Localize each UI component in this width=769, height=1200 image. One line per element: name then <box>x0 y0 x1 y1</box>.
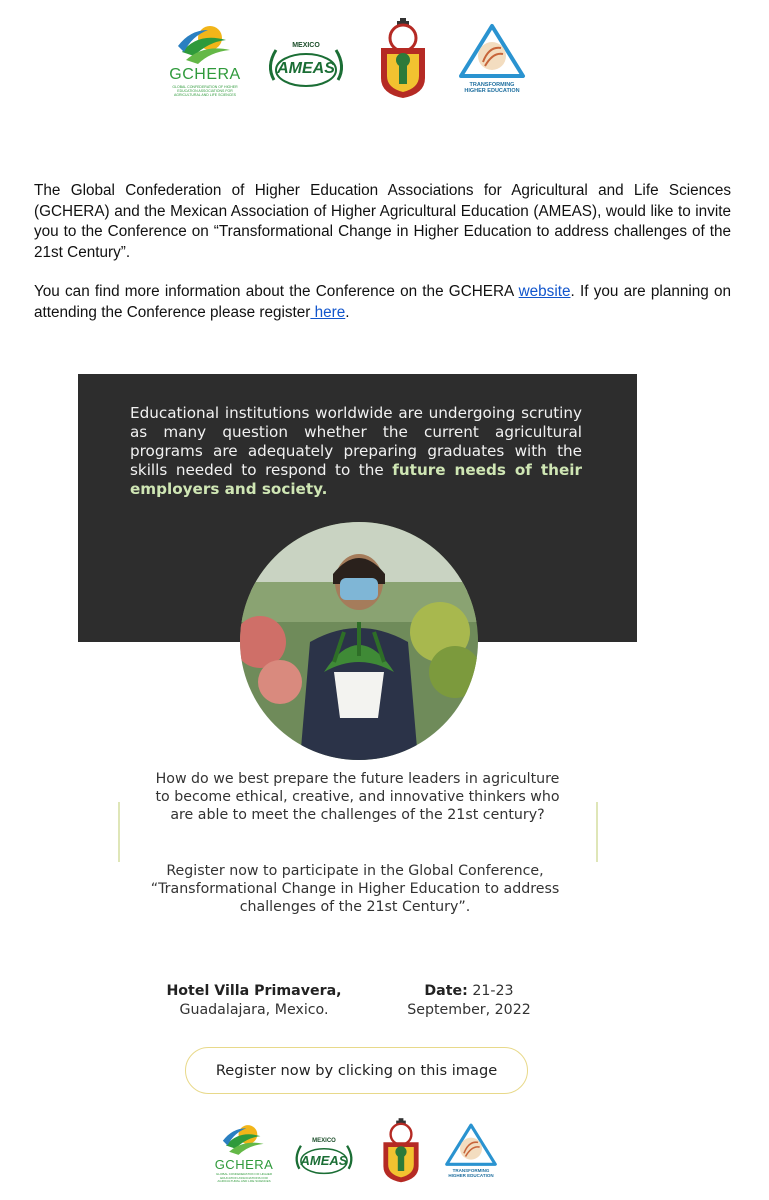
ameas-country: MEXICO <box>292 42 320 49</box>
date-label: Date: <box>424 983 468 999</box>
flyer-band-highlight: future needs of their employers and society. <box>130 461 582 498</box>
flyer-band-text: Educational institutions worldwide are undergoing scrutiny as many question whether the current agricultural programs are adequately preparing graduates with the skills needed to respond to the future needs of their employers and society. <box>130 404 582 498</box>
gchera-logo <box>168 22 242 102</box>
ameas-country: MEXICO <box>312 1138 336 1144</box>
bottom-logo-row <box>0 1118 769 1190</box>
intro-paragraph: The Global Confederation of Higher Education Associations for Agricultural and Life Sciences (GCHERA) and the Mexican Association of Higher Agricultural Education (AMEAS), would like to invite you to the Conference on “Transformational Change in Higher Education to address challenges of the 21st Century”. <box>34 182 731 261</box>
the-caption: TRANSFORMING HIGHER EDUCATION <box>464 82 520 95</box>
ameas-logo <box>264 40 348 92</box>
the-caption: TRANSFORMING HIGHER EDUCATION <box>448 1168 494 1178</box>
date-value: 21-23 <box>467 983 514 999</box>
udg-logo-bottom <box>377 1118 425 1184</box>
person-holding-plant-image <box>240 522 478 760</box>
gchera-logo-bottom <box>214 1122 274 1186</box>
ameas-wordmark: AMEAS <box>300 1153 348 1168</box>
left-accent-bar <box>118 802 120 862</box>
udg-shield-icon <box>377 1118 425 1184</box>
gchera-wordmark: GCHERA <box>214 1157 274 1172</box>
the-triangle-icon <box>442 1122 500 1169</box>
gchera-emblem-icon <box>168 22 242 68</box>
website-link[interactable]: website <box>518 283 571 300</box>
udg-shield-icon <box>373 18 433 100</box>
udg-logo <box>373 18 433 100</box>
gchera-subtitle: GLOBAL CONFEDERATION OF HIGHER EDUCATION ASSOCIATIONS FOR AGRICULTURAL AND LIFE SCIENCES <box>172 85 238 98</box>
conference-photo[interactable] <box>240 522 478 760</box>
top-logo-row <box>0 18 769 104</box>
gchera-wordmark: GCHERA <box>169 66 241 83</box>
gchera-subtitle: GLOBAL CONFEDERATION OF HIGHER EDUCATION ASSOCIATIONS FOR AGRICULTURAL AND LIFE SCIENCES <box>215 1172 272 1184</box>
date-block <box>385 982 553 1020</box>
the-logo <box>455 22 529 104</box>
flyer-question: How do we best prepare the future leaders in agriculture to become ethical, creative, and innovative thinkers who are able to meet the challenges of the 21st century? <box>155 771 560 823</box>
register-here-link[interactable]: here <box>310 303 346 321</box>
flyer-register-text: Register now to participate in the Global Conference, “Transformational Change in Higher Education to address challenges of the 21st Century”. <box>150 863 560 915</box>
gchera-emblem-icon <box>214 1122 274 1158</box>
info-paragraph: You can find more information about the Conference on the GCHERA website. If you are planning on attending the Conference please register here. <box>34 283 731 321</box>
register-now-button[interactable]: Register now by clicking on this image <box>185 1047 528 1094</box>
right-accent-bar <box>596 802 598 862</box>
venue-name: Hotel Villa Primavera, <box>166 983 342 999</box>
the-logo-bottom <box>442 1122 500 1188</box>
venue-block <box>140 982 368 1020</box>
ameas-logo-bottom <box>291 1138 357 1178</box>
the-triangle-icon <box>455 22 529 82</box>
date-line2: September, 2022 <box>407 1002 531 1018</box>
ameas-wordmark: AMEAS <box>277 60 335 77</box>
venue-city: Guadalajara, Mexico. <box>179 1002 329 1018</box>
